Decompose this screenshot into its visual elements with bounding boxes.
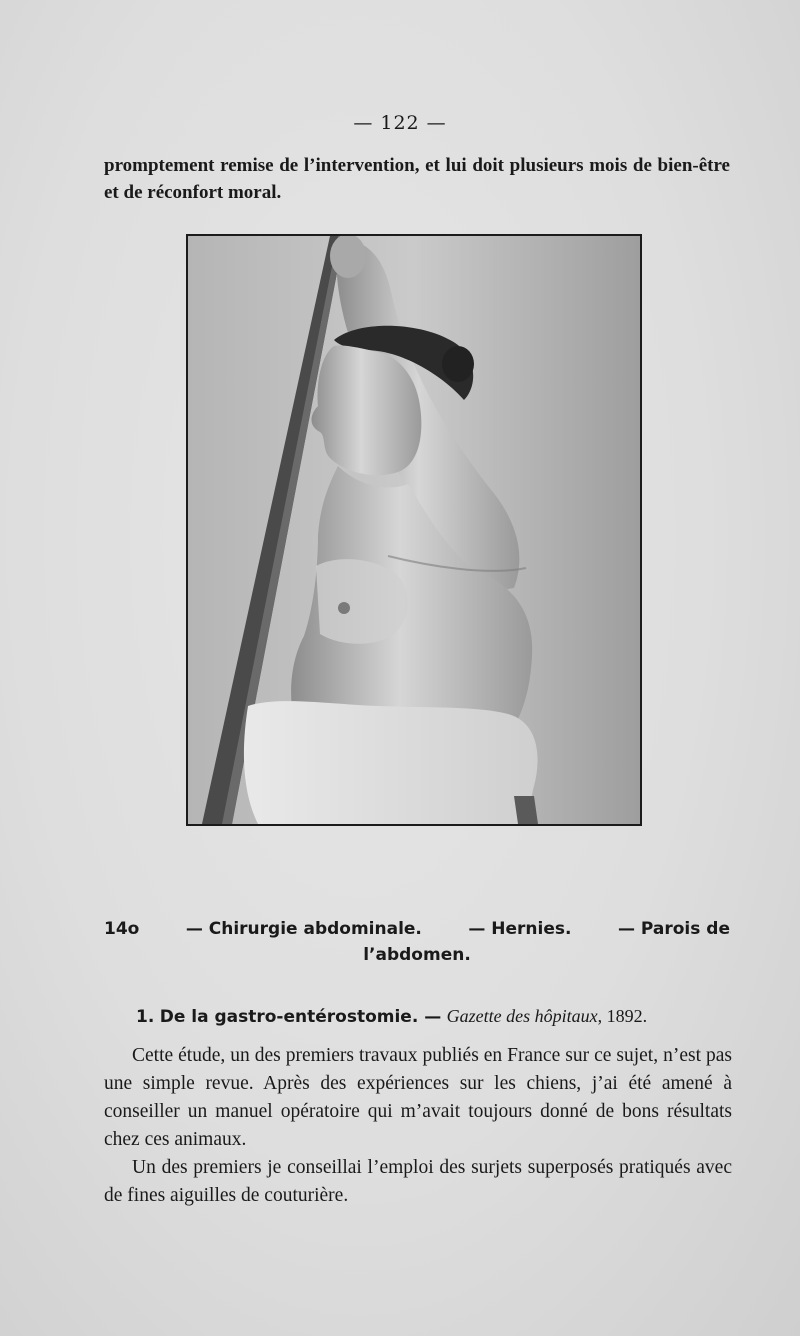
section-heading-part-2: — Hernies. bbox=[468, 919, 572, 939]
top-paragraph: promptement remise de l’intervention, et lui doit plusieurs mois de bien-être et de réconfort moral. bbox=[104, 155, 730, 203]
body-paragraph-1: Cette étude, un des premiers travaux publiés en France sur ce sujet, n’est pas une simple revue. Après des expériences sur les chiens, j’ai été amené à conseiller un manuel opératoire qui m’avait toujours donné de bons résultats chez ces animaux. bbox=[104, 1045, 732, 1150]
entry-heading: De la gastro-entérostomie. — bbox=[159, 1007, 442, 1027]
body-text bbox=[104, 1042, 732, 1210]
journal-name: Gazette des hôpitaux bbox=[446, 1006, 598, 1026]
cloth-wrap bbox=[244, 701, 538, 824]
section-heading bbox=[104, 916, 730, 968]
body-paragraph-2: Un des premiers je conseillai l’emploi des surjets superposés pratiqués avec de fines aiguilles de couturière. bbox=[104, 1157, 732, 1206]
entry-year: , 1892. bbox=[597, 1006, 648, 1026]
entry-number: 1. bbox=[136, 1007, 155, 1027]
section-heading-part-1: — Chirurgie abdominale. bbox=[185, 919, 422, 939]
section-number: 14o bbox=[104, 919, 140, 939]
section-heading-part-3: — Parois de bbox=[617, 919, 730, 939]
page-number: — 122 — bbox=[353, 112, 447, 134]
section-heading-line2: l’abdomen. bbox=[363, 945, 471, 965]
entry-title bbox=[136, 1003, 736, 1030]
patient-photograph bbox=[186, 234, 642, 826]
section-heading-line1 bbox=[104, 916, 730, 942]
photograph-illustration bbox=[188, 236, 640, 824]
